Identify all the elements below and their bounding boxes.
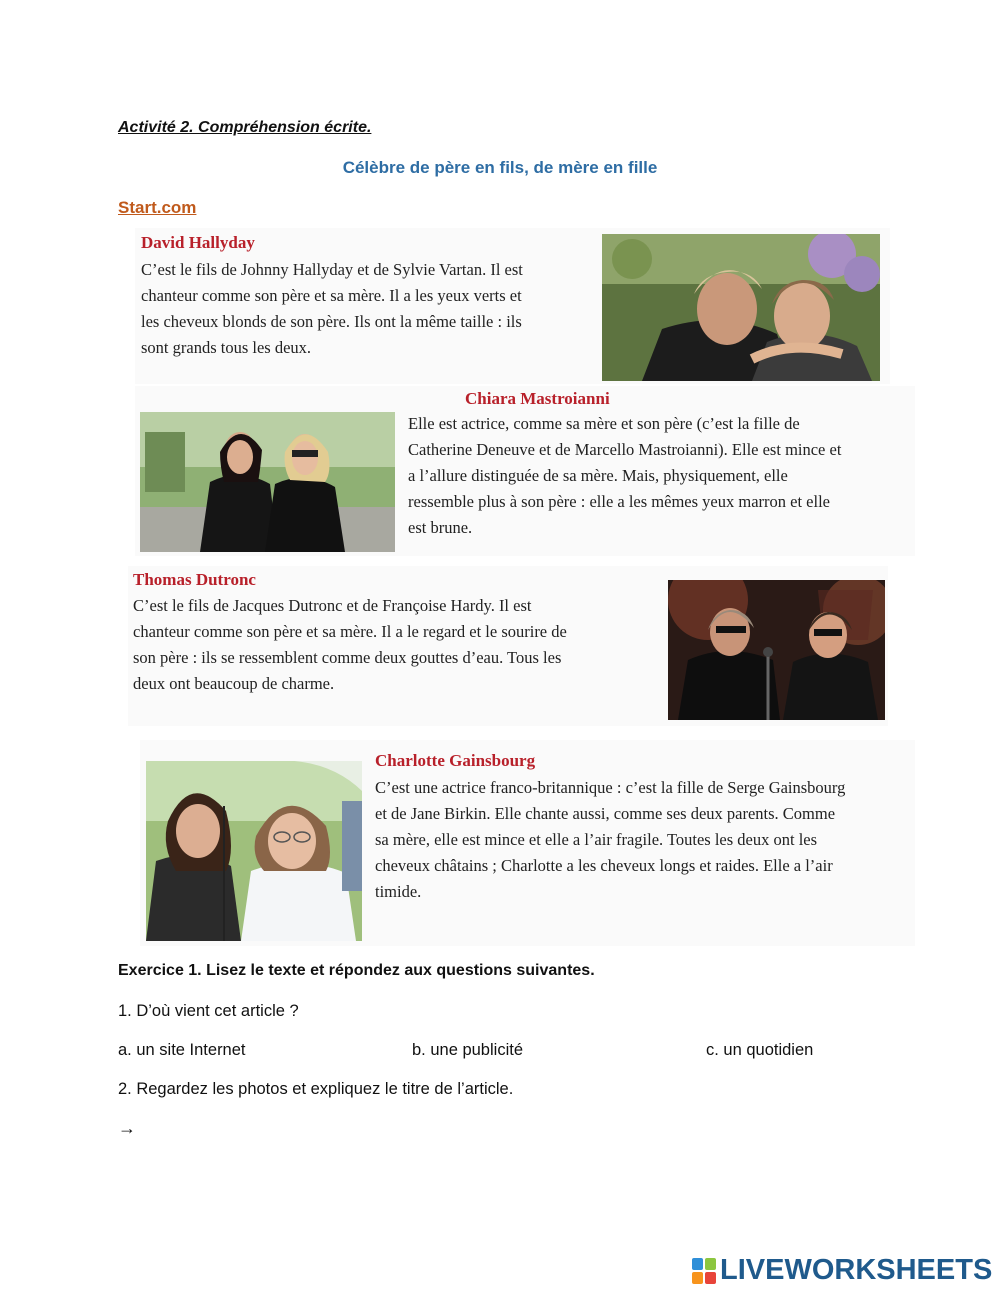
section-name: Thomas Dutronc bbox=[133, 570, 256, 589]
photo-mastroianni bbox=[140, 412, 395, 552]
question-1: 1. D’où vient cet article ? bbox=[118, 1002, 299, 1020]
option-c[interactable]: c. un quotidien bbox=[706, 1041, 814, 1059]
section-text: Elle est actrice, comme sa mère et son père (c’est la fille de Catherine Deneuve et de Marcello Mastroianni). Elle est mince et a l’allure distinguée de sa mère. Mais, physiquement, elle ressemble plus à son père : elle a les mêmes yeux marron et elle est brune. bbox=[408, 414, 842, 537]
photo-dutronc bbox=[668, 580, 885, 720]
section-name: Chiara Mastroianni bbox=[465, 389, 610, 408]
logo-text: LIVEWORKSHEETS bbox=[720, 1254, 993, 1286]
article-section-thomas bbox=[128, 566, 888, 726]
activity-title: Activité 2. Compréhension écrite. bbox=[118, 119, 372, 136]
section-text: C’est le fils de Johnny Hallyday et de Sylvie Vartan. Il est chanteur comme son père et sa mère. Il a les yeux verts et les cheveux blonds de son père. Ils ont la même taille : ils sont grands tous les deux. bbox=[141, 260, 523, 357]
article-section-charlotte bbox=[140, 740, 915, 946]
option-b[interactable]: b. une publicité bbox=[412, 1041, 523, 1059]
article-title: Célèbre de père en fils, de mère en fille bbox=[342, 158, 658, 177]
article-section-david bbox=[135, 228, 890, 384]
section-name: David Hallyday bbox=[141, 233, 255, 252]
section-name: Charlotte Gainsbourg bbox=[375, 751, 536, 770]
option-a[interactable]: a. un site Internet bbox=[118, 1041, 246, 1059]
section-text: C’est le fils de Jacques Dutronc et de Françoise Hardy. Il est chanteur comme son père et sa mère. Il a le regard et le sourire de son père : ils se ressemblent comme deux gouttes d’eau. Tous les deux ont beaucoup de charme. bbox=[133, 596, 567, 693]
liveworksheets-logo-icon bbox=[692, 1258, 716, 1284]
article-section-chiara bbox=[135, 386, 915, 556]
exercise-title: Exercice 1. Lisez le texte et répondez aux questions suivantes. bbox=[118, 962, 595, 979]
question-2: 2. Regardez les photos et expliquez le titre de l’article. bbox=[118, 1080, 514, 1098]
liveworksheets-logo bbox=[692, 1254, 992, 1287]
source-link[interactable]: Start.com bbox=[118, 198, 197, 217]
photo-hallyday bbox=[602, 234, 880, 381]
photo-gainsbourg bbox=[146, 761, 362, 941]
section-text: C’est une actrice franco-britannique : c’est la fille de Serge Gainsbourg et de Jane Birkin. Elle chante aussi, comme ses deux parents. Comme sa mère, elle est mince et elle a l’air fragile. Toutes les deux ont les cheveux châtains ; Charlotte a les cheveux longs et raides. Elle a l’air timide. bbox=[375, 778, 846, 901]
answer-arrow-icon: → bbox=[118, 1118, 136, 1138]
